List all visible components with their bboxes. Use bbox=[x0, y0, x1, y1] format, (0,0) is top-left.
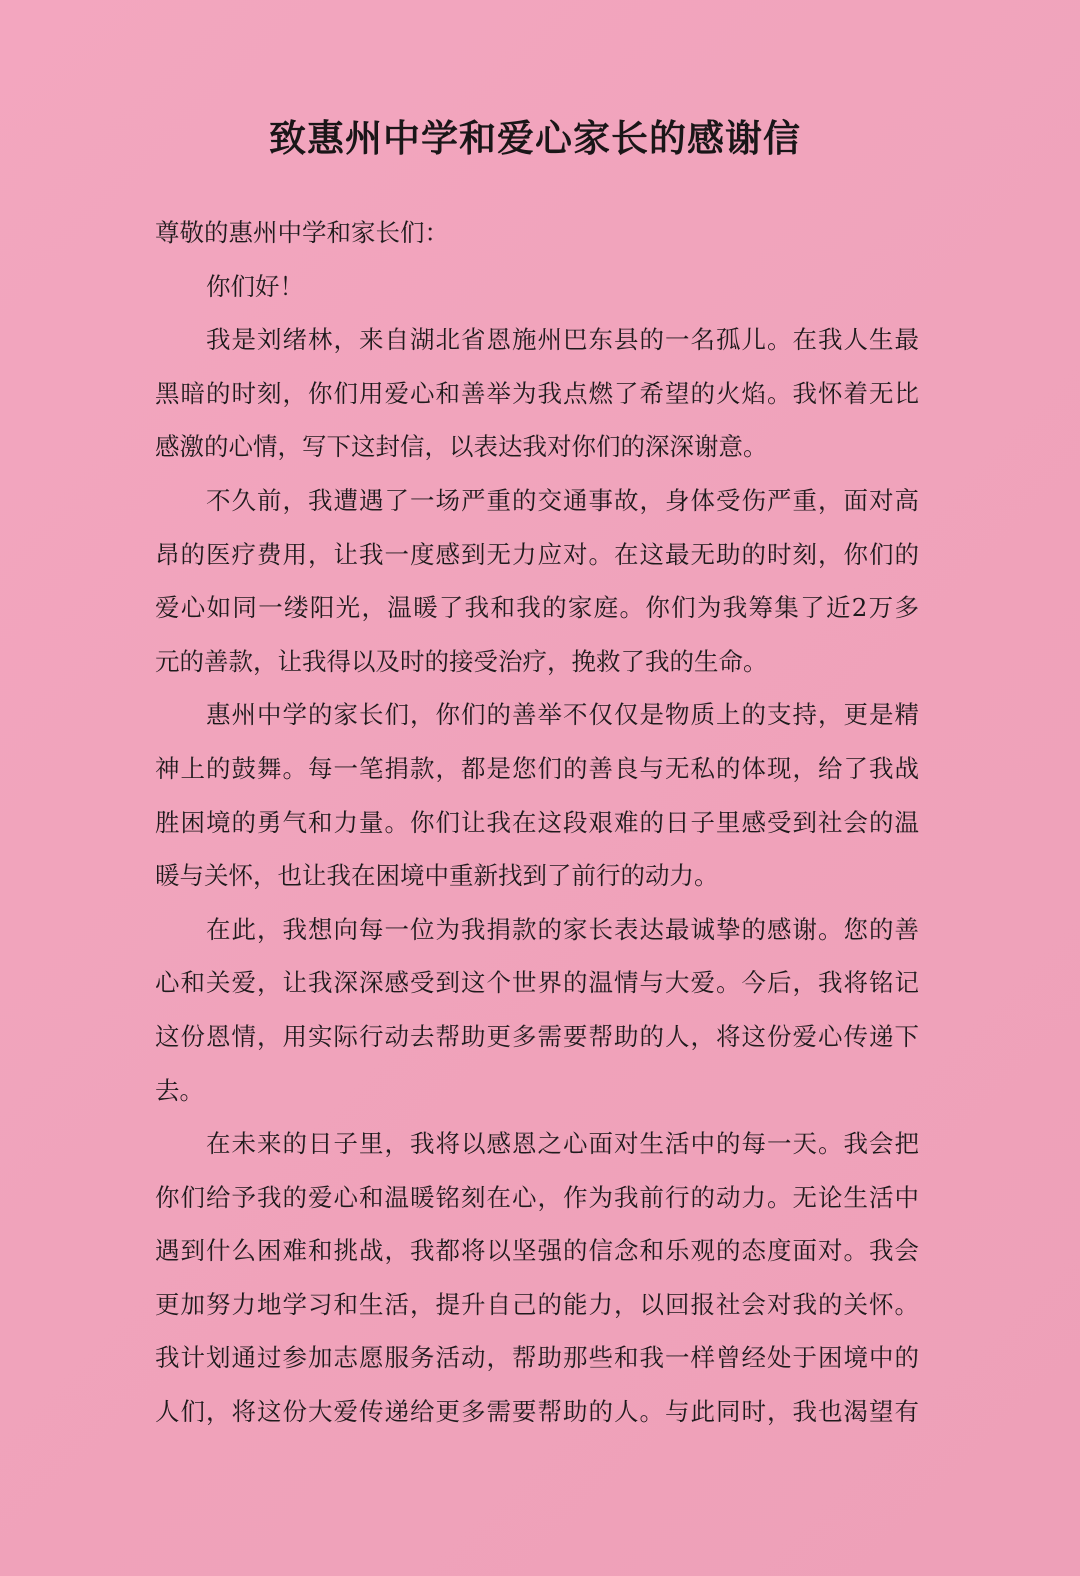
paragraph-line: 元的善款，让我得以及时的接受治疗，挽救了我的生命。 bbox=[155, 646, 768, 676]
paragraph-line: 昂的医疗费用，让我一度感到无力应对。在这最无助的时刻，你们的 bbox=[155, 539, 919, 569]
greeting: 你们好！ bbox=[206, 271, 304, 301]
paragraph bbox=[155, 688, 919, 902]
paragraph-line: 更加努力地学习和生活，提升自己的能力，以回报社会对我的关怀。 bbox=[155, 1289, 919, 1319]
paragraph-line: 暖与关怀，也让我在困境中重新找到了前行的动力。 bbox=[155, 861, 719, 891]
paragraph-line: 这份恩情，用实际行动去帮助更多需要帮助的人，将这份爱心传递下 bbox=[155, 1021, 919, 1051]
letter-body bbox=[155, 206, 919, 1439]
paragraph-line: 人们，将这份大爱传递给更多需要帮助的人。与此同时，我也渴望有 bbox=[155, 1397, 919, 1427]
paragraph-line: 去。 bbox=[155, 1075, 204, 1105]
paragraph bbox=[155, 903, 919, 1117]
paragraph bbox=[155, 1117, 919, 1439]
paragraph bbox=[155, 313, 919, 474]
paragraph-line: 你们给予我的爱心和温暖铭刻在心，作为我前行的动力。无论生活中 bbox=[155, 1182, 919, 1212]
paragraphs bbox=[155, 313, 919, 1438]
paragraph-line: 爱心如同一缕阳光，温暖了我和我的家庭。你们为我筹集了近2万多 bbox=[155, 593, 919, 623]
paragraph bbox=[155, 474, 919, 688]
paragraph-line: 我是刘绪林，来自湖北省恩施州巴东县的一名孤儿。在我人生最 bbox=[206, 325, 919, 355]
paragraph-line: 在未来的日子里，我将以感恩之心面对生活中的每一天。我会把 bbox=[206, 1129, 919, 1159]
paragraph-line: 在此，我想向每一位为我捐款的家长表达最诚挚的感谢。您的善 bbox=[206, 914, 919, 944]
paragraph-line: 神上的鼓舞。每一笔捐款，都是您们的善良与无私的体现，给了我战 bbox=[155, 753, 919, 783]
paragraph-line: 惠州中学的家长们，你们的善举不仅仅是物质上的支持，更是精 bbox=[206, 700, 919, 730]
paragraph-line: 心和关爱，让我深深感受到这个世界的温情与大爱。今后，我将铭记 bbox=[155, 968, 919, 998]
paragraph-line: 我计划通过参加志愿服务活动，帮助那些和我一样曾经处于困境中的 bbox=[155, 1343, 919, 1373]
paragraph-line: 不久前，我遭遇了一场严重的交通事故，身体受伤严重，面对高 bbox=[206, 485, 919, 515]
paragraph-line: 黑暗的时刻，你们用爱心和善举为我点燃了希望的火焰。我怀着无比 bbox=[155, 378, 919, 408]
letter-title: 致惠州中学和爱心家长的感谢信 bbox=[269, 117, 801, 160]
paragraph-line: 胜困境的勇气和力量。你们让我在这段艰难的日子里感受到社会的温 bbox=[155, 807, 919, 837]
paragraph-line: 感激的心情，写下这封信，以表达我对你们的深深谢意。 bbox=[155, 432, 768, 462]
paragraph-line: 遇到什么困难和挑战，我都将以坚强的信念和乐观的态度面对。我会 bbox=[155, 1236, 919, 1266]
salutation: 尊敬的惠州中学和家长们： bbox=[155, 218, 449, 247]
